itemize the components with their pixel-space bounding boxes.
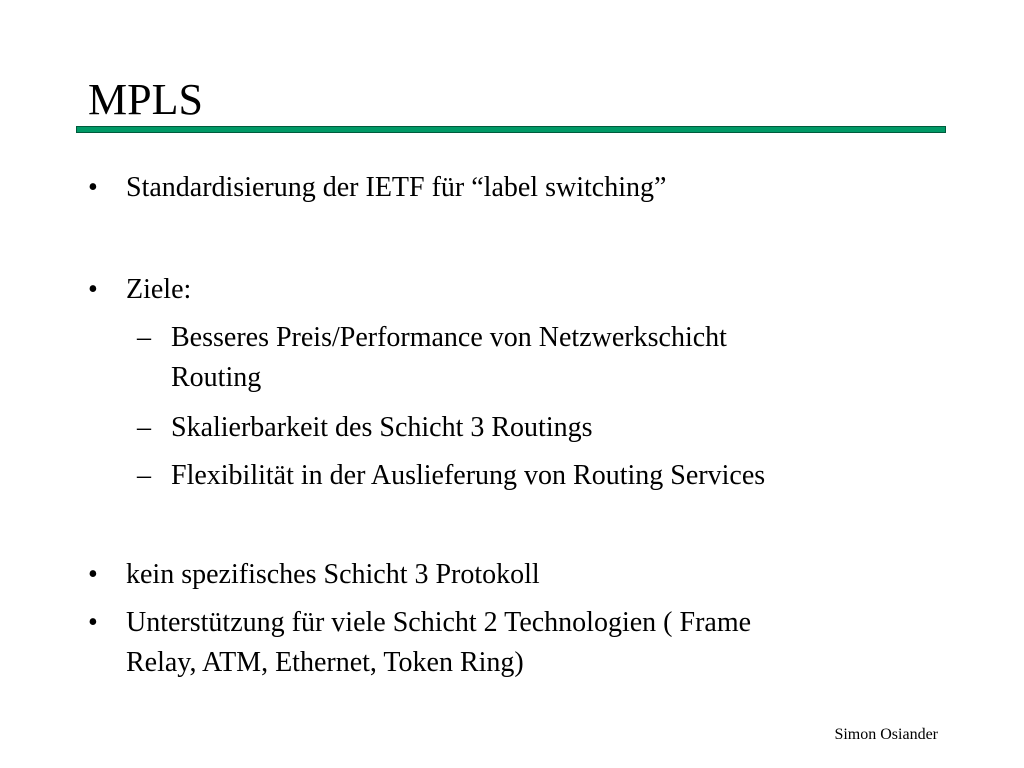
bullet-kein-protokoll	[88, 555, 540, 595]
subbullet-text-line1: Besseres Preis/Performance von Netzwerkschicht	[171, 322, 727, 353]
subbullet-text: Flexibilität in der Auslieferung von Routing Services	[171, 460, 766, 491]
bullet-marker: •	[88, 274, 98, 305]
subbullet-marker: –	[137, 322, 151, 353]
subbullet-preis-performance	[137, 318, 727, 398]
slide-title: MPLS	[88, 75, 203, 124]
subbullet-skalierbarkeit	[137, 408, 593, 448]
subbullet-text-line2: Routing	[171, 362, 262, 393]
bullet-marker: •	[88, 559, 98, 590]
footer-author: Simon Osiander	[834, 726, 938, 743]
bullet-standardisierung	[88, 168, 666, 208]
subbullet-marker: –	[137, 412, 151, 443]
bullet-text-line2: Relay, ATM, Ethernet, Token Ring)	[126, 647, 524, 678]
bullet-marker: •	[88, 172, 98, 203]
bullet-ziele	[88, 270, 191, 310]
subbullet-flexibilitaet	[137, 456, 765, 496]
subbullet-marker: –	[137, 460, 151, 491]
title-underline	[76, 126, 946, 133]
bullet-unterstuetzung	[88, 603, 751, 683]
bullet-text-line1: Unterstützung für viele Schicht 2 Technologien ( Frame	[126, 607, 752, 638]
subbullet-text: Skalierbarkeit des Schicht 3 Routings	[171, 412, 593, 443]
bullet-text: Ziele:	[126, 274, 192, 305]
bullet-marker: •	[88, 607, 98, 638]
bullet-text: Standardisierung der IETF für “label switching”	[126, 172, 667, 203]
bullet-text: kein spezifisches Schicht 3 Protokoll	[126, 559, 540, 590]
